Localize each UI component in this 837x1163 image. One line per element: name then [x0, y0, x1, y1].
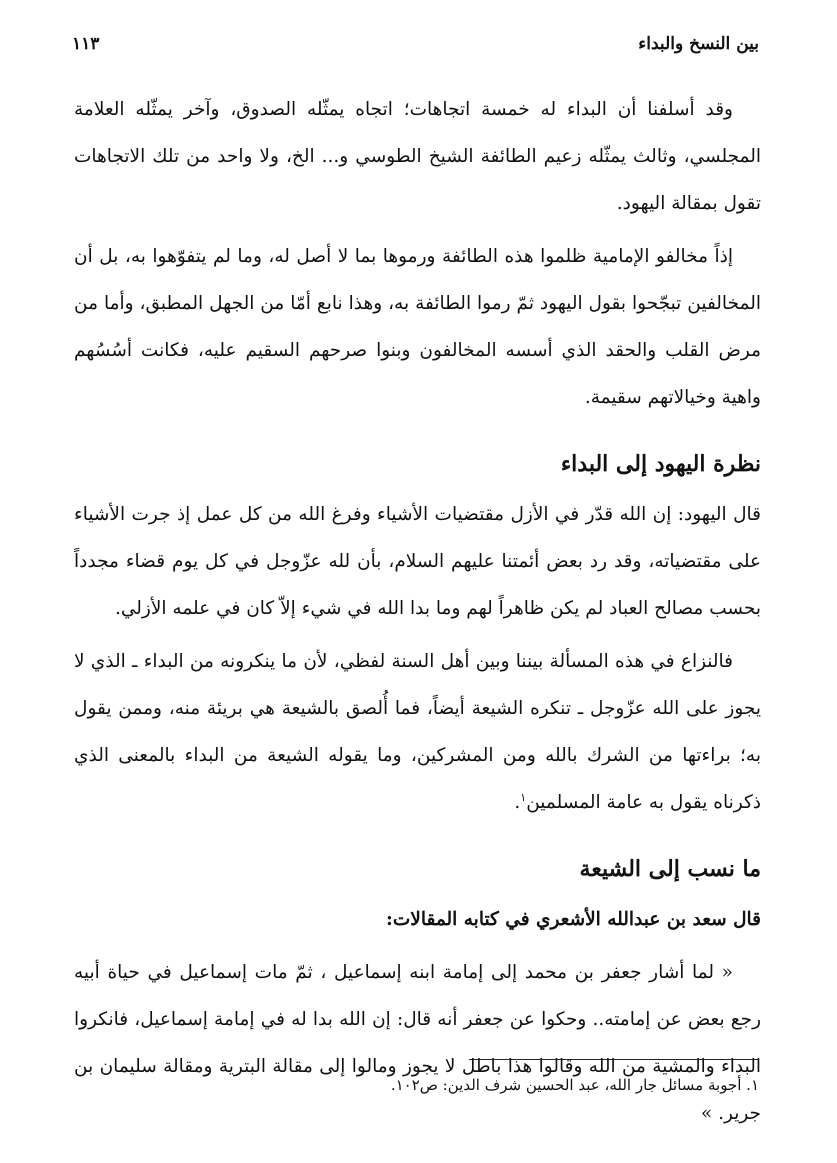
page-number: ١١٣: [72, 34, 100, 54]
footnote: ١. أجوبة مسائل جار الله، عبد الحسين شرف الدين: ص١٠٢.: [390, 1076, 759, 1094]
paragraph-jewish-view: قال اليهود: إن الله قدّر في الأزل مقتضيات الأشياء وفرغ الله من كل عمل إذ جرت الأشياء على مقتضياته، وقد رد بعض أئمتنا عليهم السلام، بأن لله عزّوجل في كل يوم قضاء مجدداً بحسب مصالح العباد لم يكن ظاهراً لهم وما بدا الله في شيء إلاّ كان في علمه الأزلي.: [74, 504, 761, 619]
footnote-reference[interactable]: ١: [520, 790, 527, 804]
section-heading-attributed-to-shia: ما نسب إلى الشيعة: [579, 856, 761, 882]
paragraph-quote: « لما أشار جعفر بن محمد إلى إمامة ابنه إسماعيل ، ثمّ مات إسماعيل في حياة أبيه رجع بعض عن إمامته.. وحكوا عن جعفر أنه قال: إن الله بدا له في إمامة إسماعيل، فانكروا البداء والمشية من الله وقالوا هذا باطل لا يجوز ومالوا إلى مقالة البترية ومقالة سليمان بن جرير. »: [74, 962, 761, 1124]
paragraph-quote-intro: قال سعد بن عبدالله الأشعري في كتابه المقالات:: [386, 909, 761, 930]
paragraph-dispute-with-sunnis: فالنزاع في هذه المسألة بيننا وبين أهل السنة لفظي، لأن ما ينكرونه من البداء ـ الذي لا يجوز على الله عزّوجل ـ تنكره الشيعة أيضاً، فما أُلصق بالشيعة هي بريئة منه، وممن يقول به؛ براءتها من الشرك بالله ومن المشركين، وما يقوله الشيعة من البداء بالمعنى الذي ذكرناه يقول به عامة المسلمين$^١$.: [74, 651, 761, 813]
paragraph-opponents-of-imamiyya: إذاً مخالفو الإمامية ظلموا هذه الطائفة ورموها بما لا أصل له، وما لم يتفوّهوا به، بل أن المخالفين تبجّحوا بقول اليهود ثمّ رموا الطائفة به، وهذا نابع أمّا من الجهل المطبق، وأما من مرض القلب والحقد الذي أسسه المخالفون وبنوا صرحهم السقيم عليه، فكانت أسُسُهم واهية وخيالاتهم سقيمة.: [74, 246, 761, 408]
paragraph-dispute-text: فالنزاع في هذه المسألة بيننا وبين أهل السنة لفظي، لأن ما ينكرونه من البداء ـ الذي لا يجوز على الله عزّوجل ـ تنكره الشيعة أيضاً، فما أُلصق بالشيعة هي بريئة منه، وممن يقول به؛ براءتها من الشرك بالله ومن المشركين، وما يقوله الشيعة من البداء بالمعنى الذي ذكرناه يقول به عامة المسلمين: [74, 651, 761, 813]
footnote-divider: [469, 1059, 759, 1060]
running-header: [72, 30, 759, 60]
paragraph-directions-of-bada: وقد أسلفنا أن البداء له خمسة اتجاهات؛ اتجاه يمثّله الصدوق، وآخر يمثّله العلامة المجلسي، وثالث يمثّله زعيم الطائفة الشيخ الطوسي و... الخ، ولا واحد من تلك الاتجاهات تقول بمقالة اليهود.: [74, 99, 761, 214]
main-text: [74, 86, 761, 1143]
section-heading-jewish-view: نظرة اليهود إلى البداء: [560, 451, 761, 477]
running-title: بين النسخ والبداء: [638, 34, 759, 54]
